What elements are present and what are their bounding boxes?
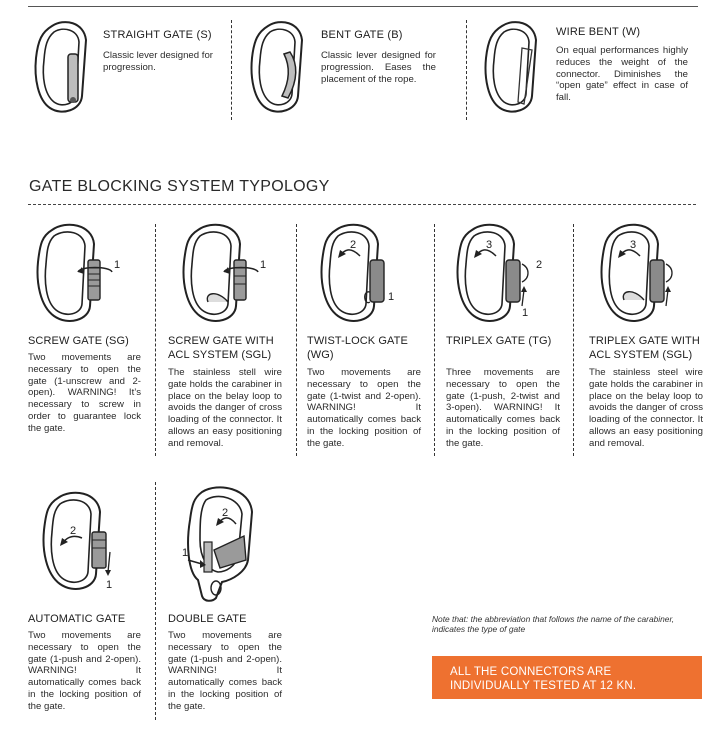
svg-text:2: 2 — [536, 259, 543, 271]
twist-lock-carabiner-icon — [316, 220, 416, 330]
triplex-desc: Three movements are necessary to open the gate (1-push, 2-twist and 3-open). WARNING! It automatically comes back in the locking position of the gate. — [446, 367, 560, 449]
double-gate-carabiner-icon — [176, 484, 276, 604]
screw-gate-acl-title: SCREW GATE WITH ACL SYSTEM (SGL) — [168, 335, 274, 361]
triplex-carabiner-icon — [452, 220, 552, 330]
wire-bent-carabiner-icon — [482, 18, 542, 118]
twist-lock-title: TWIST-LOCK GATE (WG) — [307, 335, 408, 361]
triplex-title: TRIPLEX GATE (TG) — [446, 335, 552, 347]
triplex-acl-title: TRIPLEX GATE WITH ACL SYSTEM (SGL) — [589, 335, 700, 361]
svg-text:2: 2 — [70, 525, 77, 537]
screw-gate-carabiner-icon — [32, 220, 132, 330]
bent-gate-title: BENT GATE (B) — [321, 29, 403, 41]
automatic-gate-title: AUTOMATIC GATE — [28, 613, 126, 625]
svg-text:2: 2 — [350, 239, 357, 251]
svg-text:1: 1 — [182, 547, 189, 559]
bent-gate-desc: Classic lever designed for progression. Eases the placement of the rope. — [321, 50, 436, 85]
straight-gate-carabiner-icon — [32, 18, 92, 118]
svg-text:1: 1 — [522, 307, 529, 319]
test-banner: ALL THE CONNECTORS ARE INDIVIDUALLY TESTED AT 12 KN. — [432, 656, 702, 699]
svg-text:1: 1 — [106, 579, 113, 591]
double-gate-title: DOUBLE GATE — [168, 613, 247, 625]
automatic-gate-carabiner-icon — [38, 488, 138, 598]
divider — [434, 224, 435, 456]
screw-gate-acl-carabiner-icon — [178, 220, 278, 330]
screw-gate-desc: Two movements are necessary to open the gate (1-unscrew and 2-open). WARNING! It’s necessary to screw in order to guarantee lock the gate. — [28, 352, 141, 434]
divider — [296, 224, 297, 456]
abbreviation-note: Note that: the abbreviation that follows the name of the carabiner, indicates the type of gate — [432, 614, 675, 634]
svg-text:1: 1 — [388, 291, 395, 303]
wire-bent-desc: On equal performances highly reduces the weight of the connector. Diminishes the “open gate” effect in case of fall. — [556, 45, 688, 104]
svg-text:2: 2 — [222, 507, 229, 519]
divider — [155, 482, 156, 720]
svg-text:1: 1 — [260, 259, 267, 271]
triplex-acl-carabiner-icon — [596, 220, 696, 330]
wire-bent-title: WIRE BENT (W) — [556, 26, 641, 38]
triplex-acl-desc: The stainless steel wire gate holds the carabiner in place on the belay loop to avoids the danger of cross loading of the connector. It allows an easy positioning and removal. — [589, 367, 703, 449]
svg-text:1: 1 — [114, 259, 121, 271]
section-title: GATE BLOCKING SYSTEM TYPOLOGY — [29, 178, 330, 195]
svg-text:3: 3 — [630, 239, 637, 251]
divider — [573, 224, 574, 456]
screw-gate-acl-desc: The stainless stell wire gate holds the carabiner in place on the belay loop to avoids the danger of cross loading of the connector. It allows an easy positioning and removal. — [168, 367, 282, 449]
bent-gate-carabiner-icon — [248, 18, 308, 118]
svg-text:3: 3 — [486, 239, 493, 251]
automatic-gate-desc: Two movements are necessary to open the gate (1-push and 2-open). WARNING! It automatically comes back in the locking position of the gate. — [28, 630, 141, 712]
double-gate-desc: Two movements are necessary to open the gate (1-push and 2-open). WARNING! It automatically comes back in the locking position of the gate. — [168, 630, 282, 712]
screw-gate-title: SCREW GATE (SG) — [28, 335, 129, 347]
divider — [155, 224, 156, 456]
top-rule — [28, 6, 698, 7]
straight-gate-desc: Classic lever designed for progression. — [103, 50, 213, 73]
divider — [231, 20, 232, 120]
section-rule — [28, 204, 696, 205]
straight-gate-title: STRAIGHT GATE (S) — [103, 29, 212, 41]
divider — [466, 20, 467, 120]
twist-lock-desc: Two movements are necessary to open the gate (1-twist and 2-open). WARNING! It automatically comes back in the locking position of the gate. — [307, 367, 421, 449]
